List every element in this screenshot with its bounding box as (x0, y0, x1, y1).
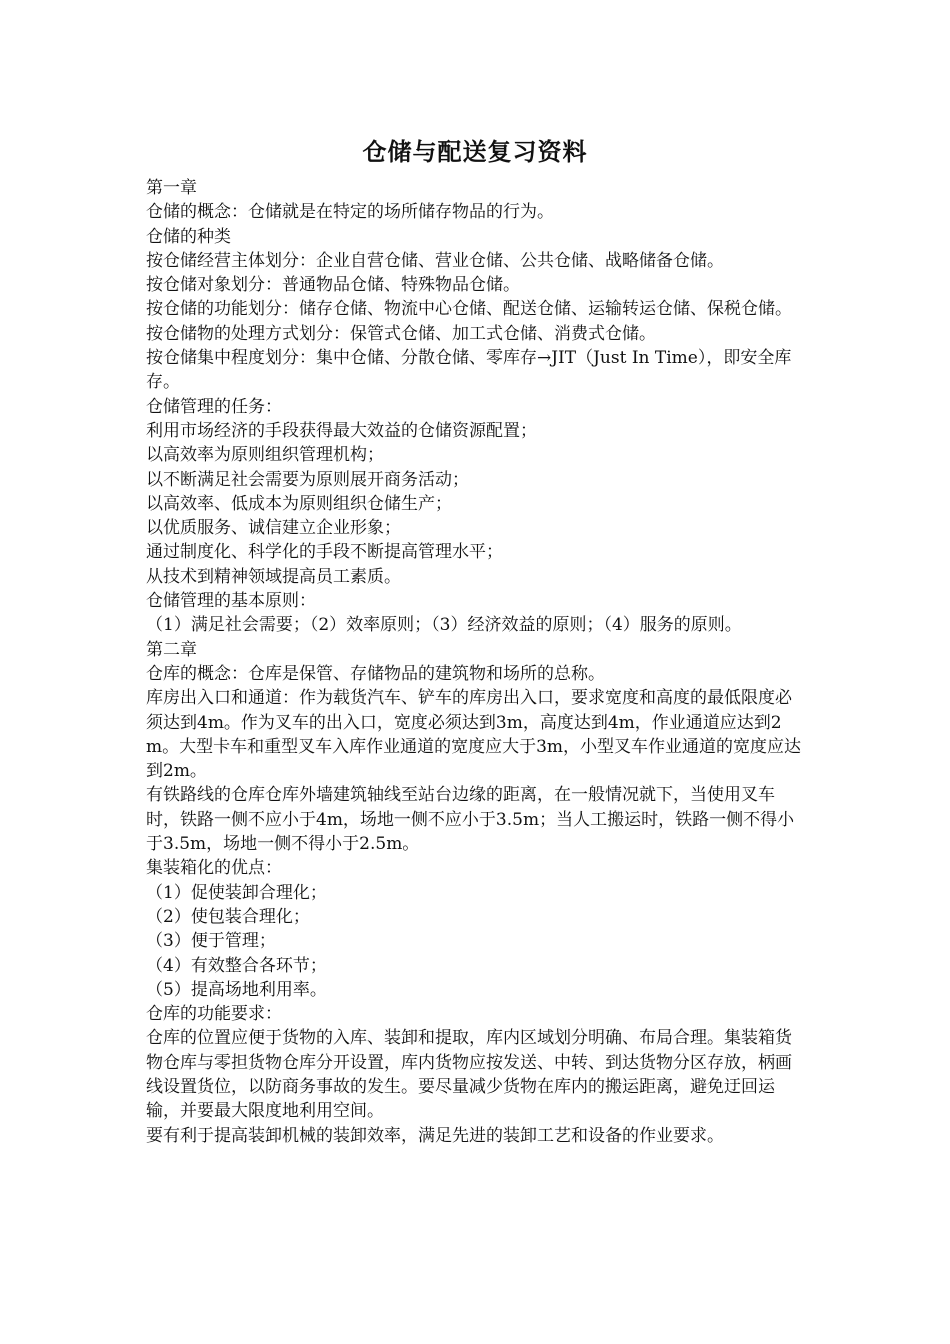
paragraph: （1）满足社会需要；（2）效率原则；（3）经济效益的原则；（4）服务的原则。 (146, 615, 742, 636)
paragraph: 仓库的位置应便于货物的入库、装卸和提取，库内区域划分明确、布局合理。集装箱货物仓库与零担货物仓库分开设置，库内货物应按发送、中转、到达货物分区存放，柄画线设置货位，以防商务事故的发生。要尽量减少货物在库内的搬运距离，避免迂回运输，并要最大限度地利用空间。 (146, 1028, 792, 1122)
paragraph: （2）使包装合理化； (146, 906, 310, 927)
paragraph: 库房出入口和通道：作为载货汽车、铲车的库房出入口，要求宽度和高度的最低限度必须达到4m。作为叉车的出入口，宽度必须达到3m，高度达到4m，作业通道应达到2m。大型卡车和重型叉车入库作业通道的宽度应大于3m，小型叉车作业通道的宽度应达到2m。 (146, 688, 802, 782)
paragraph: 仓储管理的任务： (146, 396, 282, 417)
paragraph: 仓储的概念：仓储就是在特定的场所储存物品的行为。 (146, 202, 554, 223)
paragraph: 利用市场经济的手段获得最大效益的仓储资源配置； (146, 420, 537, 441)
paragraph: 仓储管理的基本原则： (146, 591, 316, 612)
paragraph: 集装箱化的优点： (146, 858, 282, 879)
paragraph: 以高效率为原则组织管理机构； (146, 445, 384, 466)
paragraph: 按仓储的功能划分：储存仓储、物流中心仓储、配送仓储、运输转运仓储、保税仓储。 (146, 299, 792, 320)
paragraph: 仓库的功能要求： (146, 1004, 282, 1025)
paragraph: 仓储的种类 (146, 226, 231, 247)
paragraph: 按仓储物的处理方式划分：保管式仓储、加工式仓储、消费式仓储。 (146, 323, 656, 344)
paragraph: 有铁路线的仓库仓库外墙建筑轴线至站台边缘的距离，在一般情况就下，当使用叉车时，铁路一侧不应小于4m，场地一侧不应小于3.5m；当人工搬运时，铁路一侧不得小于3.5m，场地一侧不得小于2.5m。 (146, 785, 795, 855)
paragraph: 按仓储对象划分：普通物品仓储、特殊物品仓储。 (146, 275, 520, 296)
paragraph: 仓库的概念：仓库是保管、存储物品的建筑物和场所的总称。 (146, 663, 605, 684)
paragraph: 按仓储经营主体划分：企业自营仓储、营业仓储、公共仓储、战略储备仓储。 (146, 250, 724, 271)
paragraph: 要有利于提高装卸机械的装卸效率，满足先进的装卸工艺和设备的作业要求。 (146, 1125, 724, 1146)
paragraph: 以不断满足社会需要为原则展开商务活动； (146, 469, 469, 490)
paragraph: （4）有效整合各环节； (146, 955, 327, 976)
paragraph: 以优质服务、诚信建立企业形象； (146, 518, 401, 539)
paragraph: 第一章 (146, 178, 197, 198)
document-body (146, 176, 806, 1148)
paragraph: 第二章 (146, 639, 197, 660)
paragraph: 从技术到精神领域提高员工素质。 (146, 566, 401, 587)
paragraph: （5）提高场地利用率。 (146, 979, 327, 1000)
paragraph: （1）促使装卸合理化； (146, 882, 327, 903)
paragraph: 以高效率、低成本为原则组织仓储生产； (146, 493, 452, 514)
paragraph: （3）便于管理； (146, 931, 276, 952)
paragraph: 按仓储集中程度划分：集中仓储、分散仓储、零库存→JIT（Just In Time），即安全库存。 (146, 348, 792, 393)
paragraph: 通过制度化、科学化的手段不断提高管理水平； (146, 542, 503, 563)
page-title: 仓储与配送复习资料 (362, 138, 588, 166)
